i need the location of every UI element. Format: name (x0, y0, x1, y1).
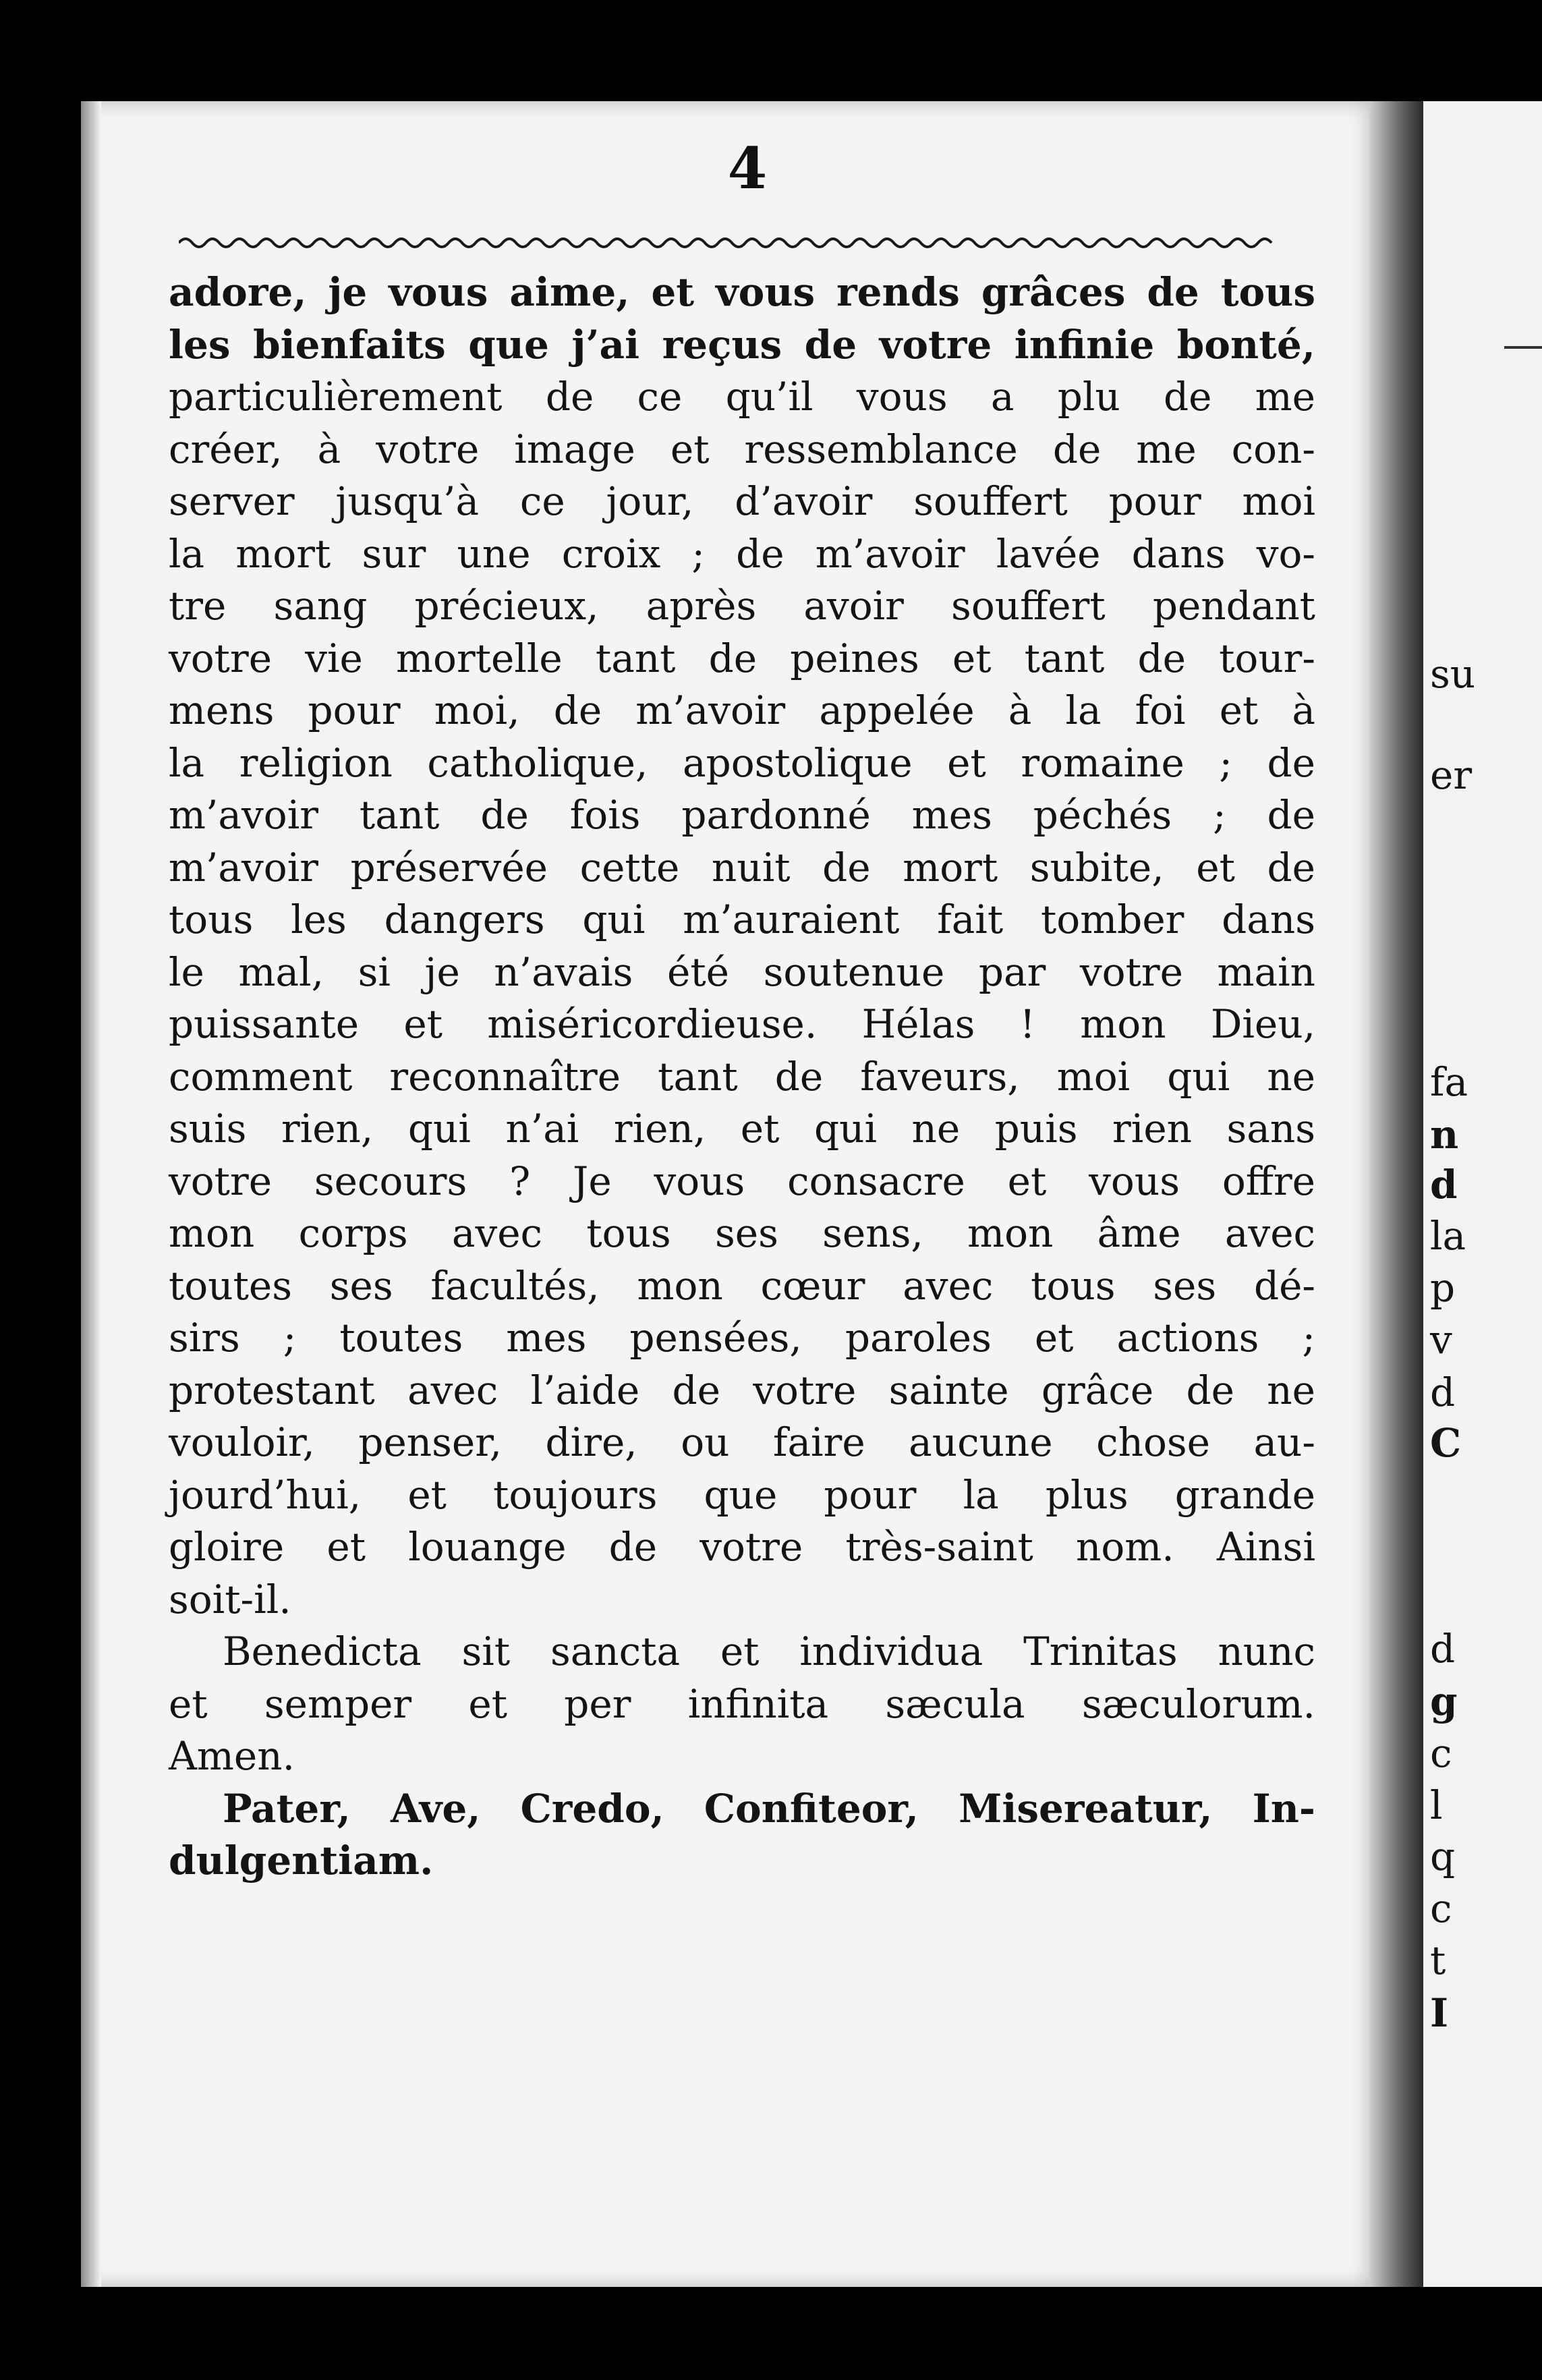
text-line: puissante et miséricordieuse. Hélas ! mon Dieu, (169, 1001, 1315, 1047)
text-line: comment reconnaître tant de faveurs, moi qui ne (169, 1053, 1315, 1100)
book-gutter (1369, 101, 1423, 2287)
page-number: 4 (727, 135, 768, 202)
text-line: Pater, Ave, Credo, Confiteor, Misereatur, In- (223, 1785, 1315, 1832)
facing-page-fragment: n (1430, 1112, 1459, 1158)
text-line: Benedicta sit sancta et individua Trinitas nunc (223, 1628, 1315, 1674)
facing-page-fragment: q (1430, 1834, 1456, 1879)
text-line: la religion catholique, apostolique et romaine ; de (169, 739, 1315, 786)
text-line: les bienfaits que j’ai reçus de votre infinie bonté, (169, 321, 1315, 368)
text-line: mens pour moi, de m’avoir appelée à la foi et à (169, 687, 1315, 733)
text-line: m’avoir tant de fois pardonné mes péchés ; de (169, 792, 1315, 838)
text-line: m’avoir préservée cette nuit de mort subite, et de (169, 844, 1315, 890)
facing-page-fragment: I (1430, 1990, 1449, 2036)
facing-page-fragment: g (1430, 1678, 1458, 1724)
facing-page-fragment: c (1430, 1886, 1452, 1931)
facing-page-rule (1504, 346, 1542, 349)
text-line: particulièrement de ce qu’il vous a plu de me (169, 374, 1315, 420)
facing-page-fragment: t (1430, 1937, 1446, 1983)
prayer-text (169, 266, 1315, 1888)
text-line: vouloir, penser, dire, ou faire aucune chose au- (169, 1419, 1315, 1465)
facing-page-fragment: p (1430, 1265, 1456, 1311)
facing-page-fragment: d (1430, 1369, 1456, 1415)
text-line: adore, je vous aime, et vous rends grâces de tous (169, 269, 1315, 315)
facing-page-fragment: l (1430, 1782, 1443, 1828)
facing-page-fragment: d (1430, 1162, 1458, 1208)
wavy-rule-ornament (179, 223, 1278, 254)
text-line: soit-il. (169, 1576, 291, 1622)
text-line: Amen. (169, 1733, 295, 1779)
text-line: tous les dangers qui m’auraient fait tomber dans (169, 897, 1315, 942)
text-line: créer, à votre image et ressemblance de me con- (169, 426, 1315, 472)
text-line: la mort sur une croix ; de m’avoir lavée dans vo- (169, 530, 1315, 577)
facing-page-fragment: v (1430, 1317, 1452, 1363)
text-line: suis rien, qui n’ai rien, et qui ne puis rien sans (169, 1106, 1315, 1152)
text-line: jourd’hui, et toujours que pour la plus grande (169, 1471, 1315, 1518)
facing-page-fragment: er (1430, 752, 1473, 798)
text-line: server jusqu’à ce jour, d’avoir souffert pour moi (169, 478, 1315, 524)
page-edge-shadow (81, 101, 101, 2287)
text-line: mon corps avec tous ses sens, mon âme avec (169, 1210, 1315, 1256)
text-line: le mal, si je n’avais été soutenue par votre main (169, 948, 1315, 995)
facing-page-fragment: la (1430, 1213, 1466, 1259)
facing-page-fragment: d (1430, 1626, 1456, 1672)
text-line: protestant avec l’aide de votre sainte grâce de ne (169, 1367, 1315, 1413)
facing-page-fragment: c (1430, 1730, 1452, 1776)
text-line: votre vie mortelle tant de peines et tant de tour- (169, 635, 1315, 681)
facing-page-fragment: C (1430, 1420, 1462, 1466)
facing-page-fragment: su (1430, 651, 1476, 697)
text-line: gloire et louange de votre très-saint nom. Ainsi (169, 1524, 1315, 1570)
text-line: dulgentiam. (169, 1838, 434, 1883)
text-line: tre sang précieux, après avoir souffert pendant (169, 583, 1315, 629)
text-line: sirs ; toutes mes pensées, paroles et actions ; (169, 1315, 1315, 1361)
text-line: votre secours ? Je vous consacre et vous offre (169, 1158, 1315, 1204)
facing-page-fragment: fa (1430, 1059, 1468, 1105)
text-line: toutes ses facultés, mon cœur avec tous ses dé- (169, 1262, 1315, 1309)
text-line: et semper et per infinita sæcula sæculorum. (169, 1680, 1315, 1727)
